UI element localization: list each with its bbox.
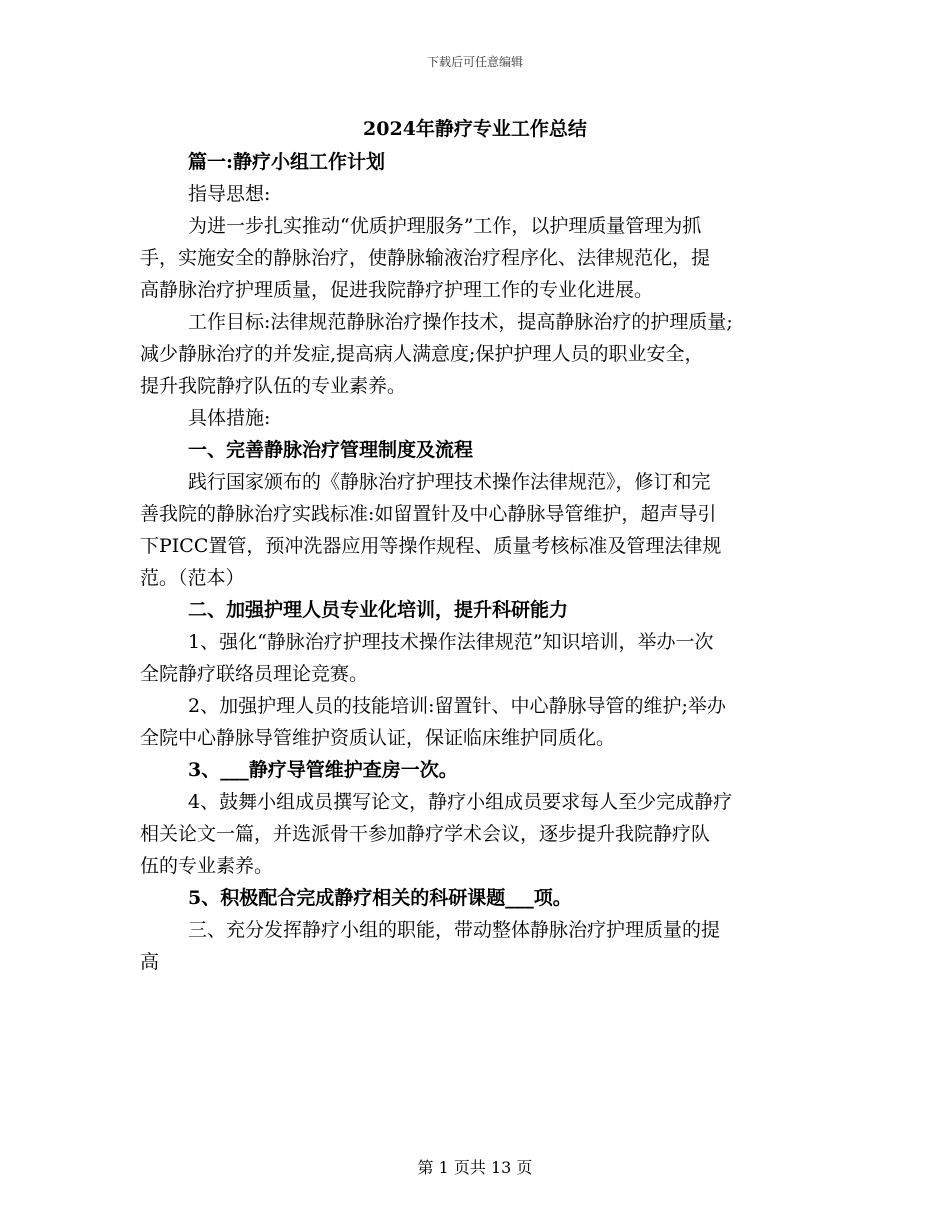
text-line: 伍的专业素养。: [140, 855, 274, 877]
item-4: [140, 786, 802, 882]
item-2: [140, 690, 802, 754]
text-line: 5、积极配合完成静疗相关的科研课题___项。: [188, 887, 572, 909]
text-line: 高: [140, 951, 160, 973]
text-line: 提升我院静疗队伍的专业素养。: [140, 375, 407, 397]
item-3: [140, 754, 802, 786]
heading-3-para: [140, 914, 802, 978]
text-line: 范。（范本）: [140, 567, 245, 589]
guiding-label-para: [140, 178, 802, 210]
text-line: 高静脉治疗护理质量，促进我院静疗护理工作的专业化进展。: [140, 279, 654, 301]
section1-heading: 篇一:静疗小组工作计划: [188, 151, 386, 173]
section-heading: [140, 146, 802, 178]
text-line: 工作目标:法律规范静脉治疗操作技术，提高静脉治疗的护理质量;: [188, 311, 733, 333]
measures-label: 具体措施:: [188, 407, 271, 429]
heading-2: 二、加强护理人员专业化培训，提升科研能力: [188, 599, 569, 621]
goal-paragraph: [140, 306, 802, 402]
text-line: 1、强化“静脉治疗护理技术操作法律规范”知识培训，举办一次: [188, 631, 714, 653]
text-line: 3、___静疗导管维护查房一次。: [188, 759, 458, 781]
text-line: 全院中心静脉导管维护资质认证，保证临床维护同质化。: [140, 727, 616, 749]
item-5: [140, 882, 802, 914]
heading-1-para: [140, 434, 802, 466]
document-body: [140, 146, 802, 978]
guiding-label: 指导思想:: [188, 183, 271, 205]
text-line: 为进一步扎实推动“优质护理服务”工作，以护理质量管理为抓: [188, 215, 702, 237]
paragraph-1: [140, 466, 802, 594]
document-title: 2024年静疗专业工作总结: [363, 118, 587, 140]
text-line: 减少静脉治疗的并发症,提高病人满意度;保护护理人员的职业安全，: [140, 343, 704, 365]
heading-2-para: [140, 594, 802, 626]
measures-label-para: [140, 402, 802, 434]
page-number: 第 1 页共 13 页: [417, 1158, 533, 1177]
text-line: 下PICC置管，预冲洗器应用等操作规程、质量考核标准及管理法律规: [140, 535, 722, 557]
text-line: 践行国家颁布的《静脉治疗护理技术操作法律规范》，修订和完: [188, 471, 711, 493]
text-line: 4、鼓舞小组成员撰写论文，静疗小组成员要求每人至少完成静疗: [188, 791, 733, 813]
text-line: 2、加强护理人员的技能培训:留置针、中心静脉导管的维护;举办: [188, 695, 726, 717]
page-header-note: 下载后可任意编辑: [426, 55, 523, 69]
text-line: 三、充分发挥静疗小组的职能，带动整体静脉治疗护理质量的提: [188, 919, 721, 941]
text-line: 全院静疗联络员理论竞赛。: [140, 663, 369, 685]
text-line: 善我院的静脉治疗实践标准:如留置针及中心静脉导管维护，超声导引: [140, 503, 717, 525]
guiding-paragraph: [140, 210, 802, 306]
text-line: 相关论文一篇，并选派骨干参加静疗学术会议，逐步提升我院静疗队: [140, 823, 711, 845]
item-1: [140, 626, 802, 690]
heading-1: 一、完善静脉治疗管理制度及流程: [188, 439, 474, 461]
text-line: 手，实施安全的静脉治疗，使静脉输液治疗程序化、法律规范化，提: [140, 247, 711, 269]
